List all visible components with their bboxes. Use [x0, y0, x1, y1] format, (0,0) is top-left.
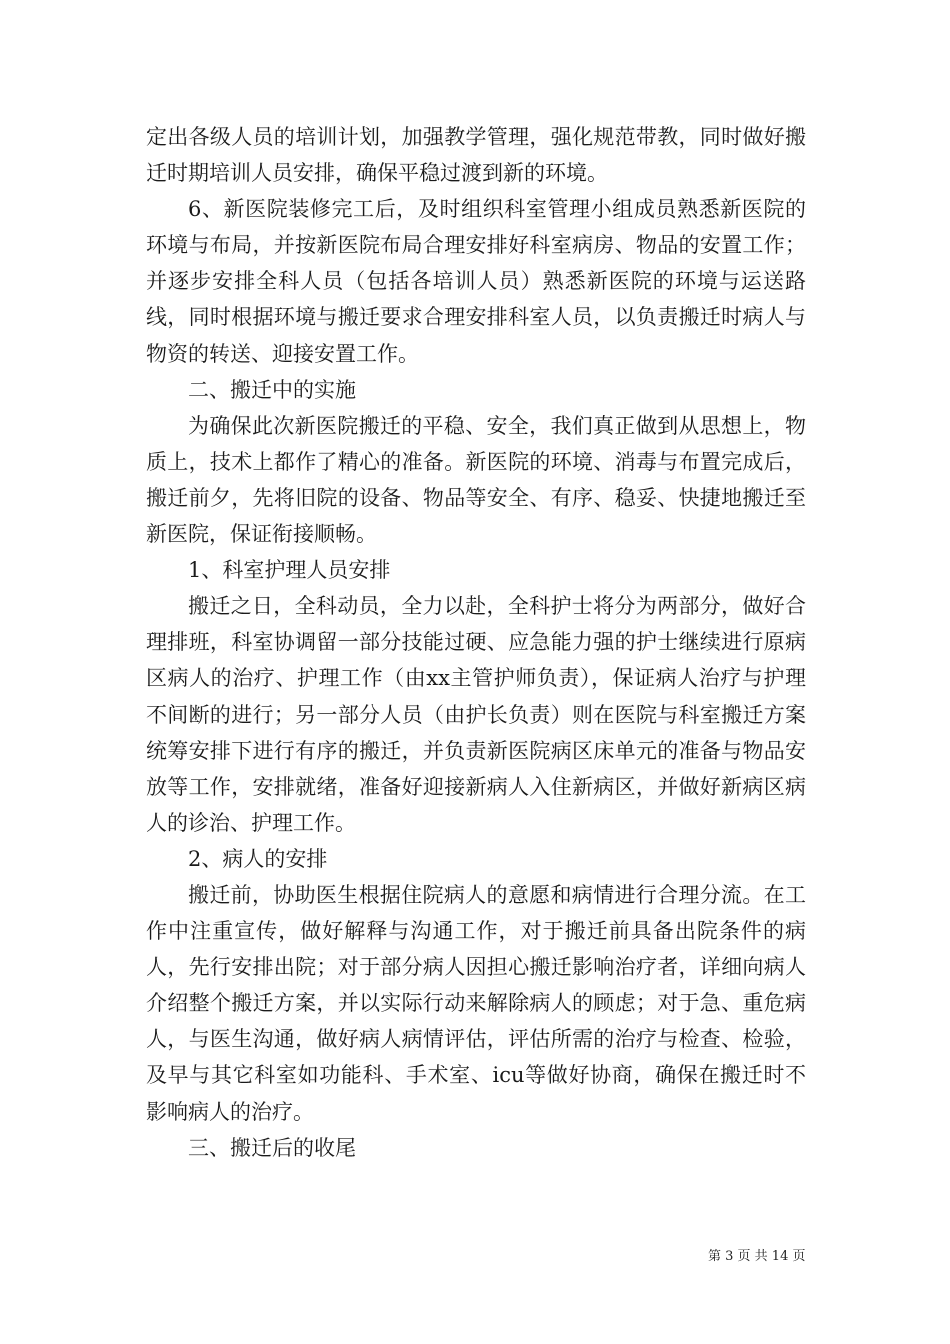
paragraph-relocation-preparation: 为确保此次新医院搬迁的平稳、安全，我们真正做到从思想上，物质上，技术上都作了精心的准备。新医院的环境、消毒与布置完成后，搬迁前夕，先将旧院的设备、物品等安全、有序、稳妥、快捷地搬迁至新医院，保证衔接顺畅。 [146, 413, 806, 547]
subheading-patient-arrangement: 2、病人的安排 [188, 846, 328, 871]
section-heading-3: 三、搬迁后的收尾 [188, 1135, 356, 1160]
paragraph-nursing-staff: 搬迁之日，全科动员，全力以赴，全科护士将分为两部分，做好合理排班，科室协调留一部分技能过硬、应急能力强的护士继续进行原病区病人的治疗、护理工作（由xx主管护师负责），保证病人治疗与护理不间断的进行；另一部分人员（由护长负责）则在医院与科室搬迁方案统筹安排下进行有序的搬迁，并负责新医院病区床单元的准备与物品安放等工作，安排就绪，准备好迎接新病人入住新病区，并做好新病区病人的诊治、护理工作。 [146, 594, 806, 835]
page-number: 第 3 页 共 14 页 [708, 1249, 806, 1264]
document-body [146, 119, 806, 1166]
paragraph-patient-arrangement: 搬迁前，协助医生根据住院病人的意愿和病情进行合理分流。在工作中注重宣传，做好解释与沟通工作，对于搬迁前具备出院条件的病人，先行安排出院；对于部分病人因担心搬迁影响治疗者，详细向病人介绍整个搬迁方案，并以实际行动来解除病人的顾虑；对于急、重危病人，与医生沟通，做好病人病情评估，评估所需的治疗与检查、检验，及早与其它科室如功能科、手术室、icu等做好协商，确保在搬迁时不影响病人的治疗。 [146, 882, 806, 1124]
paragraph-item-6: 6、新医院装修完工后，及时组织科室管理小组成员熟悉新医院的环境与布局，并按新医院布局合理安排好科室病房、物品的安置工作；并逐步安排全科人员（包括各培训人员）熟悉新医院的环境与运送路线，同时根据环境与搬迁要求合理安排科室人员，以负责搬迁时病人与物资的转送、迎接安置工作。 [146, 197, 806, 366]
paragraph-training-plan-continued: 定出各级人员的培训计划，加强教学管理，强化规范带教，同时做好搬迁时期培训人员安排，确保平稳过渡到新的环境。 [146, 125, 806, 186]
subheading-nursing-staff: 1、科室护理人员安排 [188, 558, 391, 583]
section-heading-2: 二、搬迁中的实施 [188, 377, 356, 402]
